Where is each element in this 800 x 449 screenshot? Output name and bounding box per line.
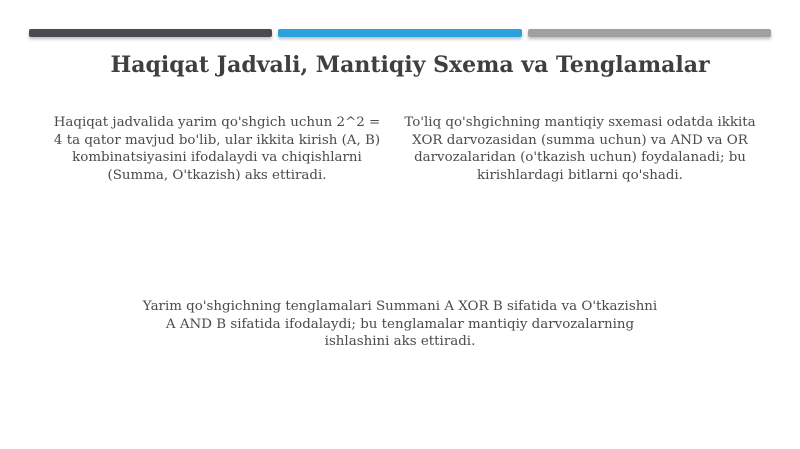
slide-title: Haqiqat Jadvali, Mantiqiy Sxema va Tenglamalar — [110, 52, 710, 78]
left-text-block: Haqiqat jadvalida yarim qo'shgich uchun 2^2 = 4 ta qator mavjud bo'lib, ular ikkita kirish (A, B) kombinatsiyasini ifodalaydi va chiqishlarni (Summa, O'tkazish) aks ettiradi. — [53, 115, 381, 183]
right-text-block: To'liq qo'shgichning mantiqiy sxemasi odatda ikkita XOR darvozasidan (summa uchun) va AND va OR darvozalaridan (o'tkazish uchun) foydalanadi; bu kirishlardagi bitlarni qo'shadi. — [404, 115, 756, 183]
top-accent-bar-right — [528, 29, 771, 37]
bottom-text-block: Yarim qo'shgichning tenglamalari Summani A XOR B sifatida va O'tkazishni A AND B sifatida ifodalaydi; bu tenglamalar mantiqiy darvozalarning ishlashini aks ettiradi. — [142, 299, 658, 349]
top-accent-bar-left — [29, 29, 272, 37]
top-accent-bar-middle — [278, 29, 522, 37]
